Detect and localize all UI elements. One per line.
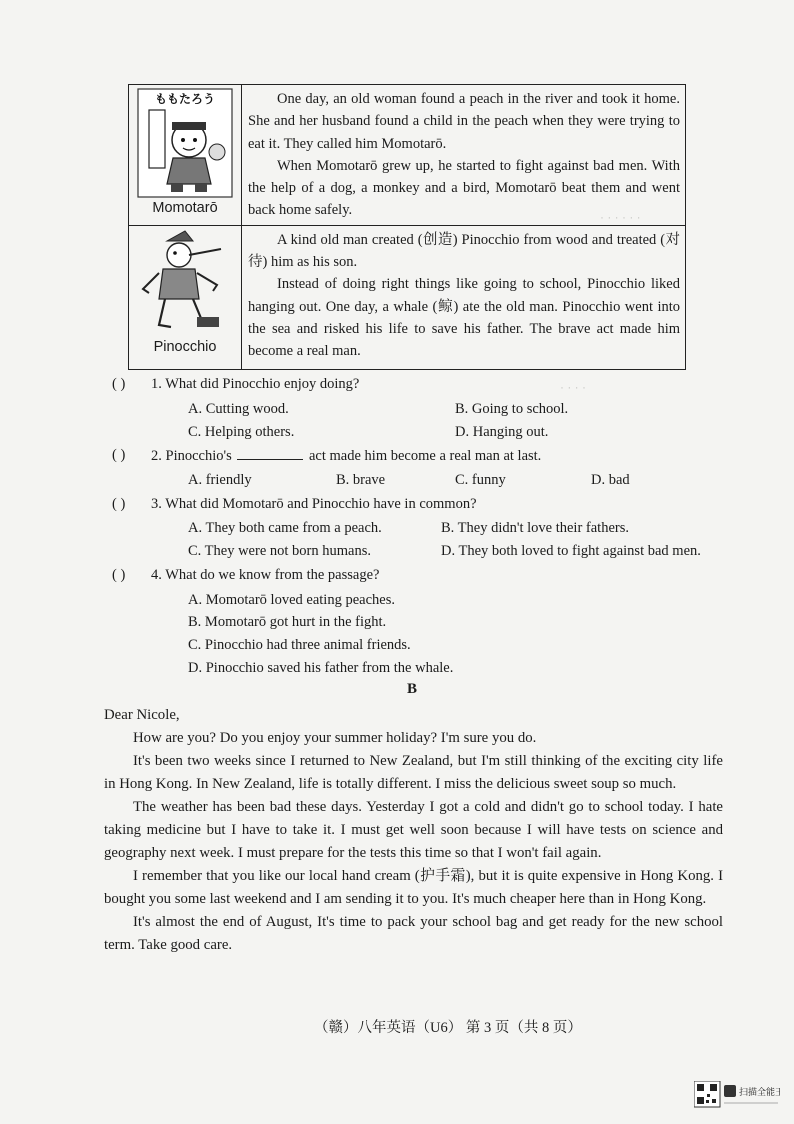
pinocchio-story [242,225,686,369]
answer-parens-2[interactable]: ( ) [112,447,126,463]
scanner-label: 扫描全能王 [739,1088,780,1098]
question-3-option-d: D. They both loved to fight against bad men. [441,543,701,559]
letter-paragraph-5: It's almost the end of August, It's time to pack your school bag and get ready for the new school term. Take good care. [104,914,723,953]
momotaro-paragraph-2: When Momotarō grew up, he started to fight against bad men. With the help of a dog, a monkey and a bird, Momotarō beat them and went back home safely. [248,157,680,219]
question-2-option-c: C. funny [455,472,506,488]
question-4-option-a: A. Momotarō loved eating peaches. [188,592,395,608]
question-4-option-b: B. Momotarō got hurt in the fight. [188,614,387,630]
question-1-option-b: B. Going to school. [455,401,569,417]
pinocchio-cell [129,225,242,369]
pinocchio-illustration [137,229,233,337]
letter-paragraph-3: The weather has been bad these days. Yesterday I got a cold and didn't go to school today. I hate taking medicine but I have to take it. I must get well soon because I will have tests on science and geography next week. I must prepare for the tests this time so that I won't fail again. [104,799,723,861]
momotaro-name: Momotarō [152,200,218,216]
pinocchio-paragraph-2: Instead of doing right things like going to school, Pinocchio liked hanging out. One day, a whale (鲸) ate the old man. Pinocchio went into the sea and risked his life to save his father. The brave act made him become a real man. [248,276,680,360]
question-2-option-d: D. bad [591,472,630,488]
pinocchio-name: Pinocchio [153,338,217,355]
question-1-option-c: C. Helping others. [188,424,295,440]
section-b-heading: B [407,681,418,697]
page-footer: （赣）八年英语（U6） 第 3 页（共 8 页） [314,1020,582,1036]
momotaro-cell [129,85,242,226]
question-4-stem: 4. What do we know from the passage? [151,567,380,583]
answer-parens-1[interactable]: ( ) [112,376,126,392]
question-1-option-d: D. Hanging out. [455,424,549,440]
question-4-option-c: C. Pinocchio had three animal friends. [188,637,411,653]
story-row-momotaro [129,85,686,226]
story-row-pinocchio [129,225,686,369]
scanner-watermark [694,1081,780,1109]
question-2-stem-after: act made him become a real man at last. [309,448,542,464]
momotaro-story [242,85,686,226]
letter-paragraph-2: It's been two weeks since I returned to New Zealand, but I'm still thinking of the exciting city life in Hong Kong. In New Zealand, life is totally different. I miss the delicious sweet soup so much. [104,753,723,792]
question-2-option-a: A. friendly [188,472,252,488]
question-2-blank[interactable] [237,447,303,460]
bleed-through: · · · · [560,380,586,394]
pinocchio-paragraph-1: A kind old man created (创造) Pinocchio from wood and treated (对待) him as his son. [248,231,680,271]
question-3-stem: 3. What did Momotarō and Pinocchio have in common? [151,496,477,512]
question-4-option-d: D. Pinocchio saved his father from the whale. [188,660,454,676]
question-1-stem: 1. What did Pinocchio enjoy doing? [151,376,360,392]
story-table [128,84,686,370]
question-3-option-b: B. They didn't love their fathers. [441,520,629,536]
letter-paragraph-1: How are you? Do you enjoy your summer holiday? I'm sure you do. [133,730,537,746]
momotaro-illustration [137,88,233,198]
qr-code-icon [694,1081,780,1109]
question-2-option-b: B. brave [336,472,386,488]
question-3-option-c: C. They were not born humans. [188,543,371,559]
answer-parens-3[interactable]: ( ) [112,496,126,512]
answer-parens-4[interactable]: ( ) [112,567,126,583]
momotaro-header-label: ももたろう [154,92,216,106]
letter [104,704,723,957]
question-1-option-a: A. Cutting wood. [188,401,289,417]
question-2-stem-before: 2. Pinocchio's [151,448,232,464]
letter-greeting: Dear Nicole, [104,707,180,723]
question-3-option-a: A. They both came from a peach. [188,520,382,536]
question-2-stem [151,447,541,465]
letter-paragraph-4: I remember that you like our local hand cream (护手霜), but it is quite expensive in Hong Kong. I bought you some last weekend and I am sending it to you. It's much cheaper here than in Hong Kong. [104,868,723,907]
momotaro-paragraph-1: One day, an old woman found a peach in the river and took it home. She and her husband found a child in the peach when they were trying to eat it. They called him Momotarō. [248,91,680,152]
bleed-through: · · · · · · [600,210,641,224]
